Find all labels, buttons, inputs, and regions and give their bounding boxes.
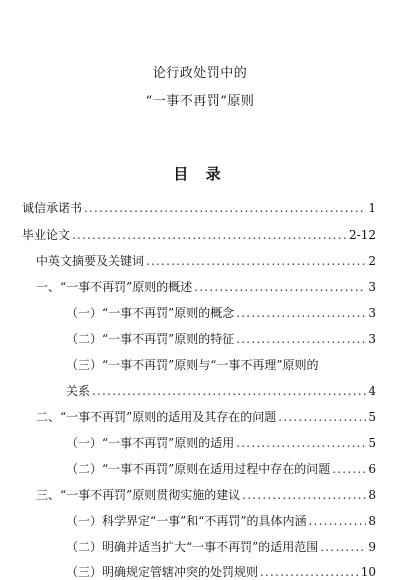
toc-entry-page: 5 xyxy=(368,436,376,450)
toc-entry-label: 毕业论文 xyxy=(22,228,71,242)
toc-entry-label: 中英文摘要及关键词 xyxy=(36,254,145,268)
toc-leader-dots xyxy=(194,279,366,295)
toc-leader-dots xyxy=(236,435,366,451)
toc-entry xyxy=(36,279,376,295)
toc-leader-dots xyxy=(309,513,367,529)
toc-entry-label: （二）明确并适当扩大“一事不再罚”的适用范围 xyxy=(66,540,319,554)
document-title-line-1: 论行政处罚中的 xyxy=(152,66,248,81)
toc-entry-label: 一、“一事不再罚”原则的概述 xyxy=(36,280,193,294)
toc-entry-label: 关系 xyxy=(66,384,91,398)
toc-heading: 目 录 xyxy=(173,165,227,183)
toc-leader-dots xyxy=(84,200,366,216)
toc-entry-page: 1 xyxy=(368,201,376,215)
toc-leader-dots xyxy=(332,461,366,477)
document-title-line-2: “一事不再罚”原则 xyxy=(145,94,255,109)
toc-entry-page: 3 xyxy=(368,332,376,346)
toc-entry-page: 3 xyxy=(368,306,376,320)
toc-entry xyxy=(66,331,376,347)
toc-entry-page: 8 xyxy=(368,488,376,502)
toc-entry-page: 6 xyxy=(368,462,376,476)
toc-entry xyxy=(36,487,376,503)
toc-entry-page: 5 xyxy=(368,410,376,424)
toc-leader-dots xyxy=(92,383,366,399)
toc-leader-dots xyxy=(242,487,366,503)
toc-entry xyxy=(66,513,376,529)
toc-entry xyxy=(66,539,376,555)
toc-entry xyxy=(66,305,376,321)
toc-leader-dots xyxy=(236,331,366,347)
toc-entry-page: 9 xyxy=(368,540,376,554)
toc-entry-label: （一）“一事不再罚”原则的适用 xyxy=(66,436,235,450)
toc-entry xyxy=(66,383,376,399)
toc-leader-dots xyxy=(320,539,366,555)
toc-entry-label: （一）科学界定“一事”和“不再罚”的具体内涵 xyxy=(66,514,307,528)
toc-entry-page: 2-12 xyxy=(349,228,376,242)
toc-entry-label: （二）“一事不再罚”原则的特征 xyxy=(66,332,235,346)
toc-leader-dots xyxy=(72,227,347,243)
toc-entry-label: （三）明确规定管辖冲突的处罚规则 xyxy=(66,565,259,579)
toc-entry-page: 3 xyxy=(368,280,376,294)
toc-entry-label: （二）“一事不再罚”原则在适用过程中存在的问题 xyxy=(66,462,331,476)
toc-entry xyxy=(36,253,376,269)
toc-entry xyxy=(66,461,376,477)
toc-entry-page: 10 xyxy=(360,565,376,579)
toc-entry-label: （一）“一事不再罚”原则的概念 xyxy=(66,306,235,320)
toc-entry-page: 8 xyxy=(368,514,376,528)
toc-leader-dots xyxy=(146,253,366,269)
toc-entry-label: （三）“一事不再罚”原则与“一事不再理”原则的 xyxy=(66,358,319,372)
toc-entry xyxy=(22,200,376,216)
toc-entry-page: 2 xyxy=(368,254,376,268)
toc-entry xyxy=(66,435,376,451)
toc-entry-label: 诚信承诺书 xyxy=(22,201,83,215)
toc-entry-label: 二、“一事不再罚”原则的适用及其存在的问题 xyxy=(36,410,277,424)
toc-entry xyxy=(22,227,376,243)
toc-entry xyxy=(36,409,376,425)
toc-leader-dots xyxy=(236,305,366,321)
toc-leader-dots xyxy=(278,409,366,425)
toc-entry-label: 三、“一事不再罚”原则贯彻实施的建议 xyxy=(36,488,241,502)
toc-entry-page: 4 xyxy=(368,384,376,398)
